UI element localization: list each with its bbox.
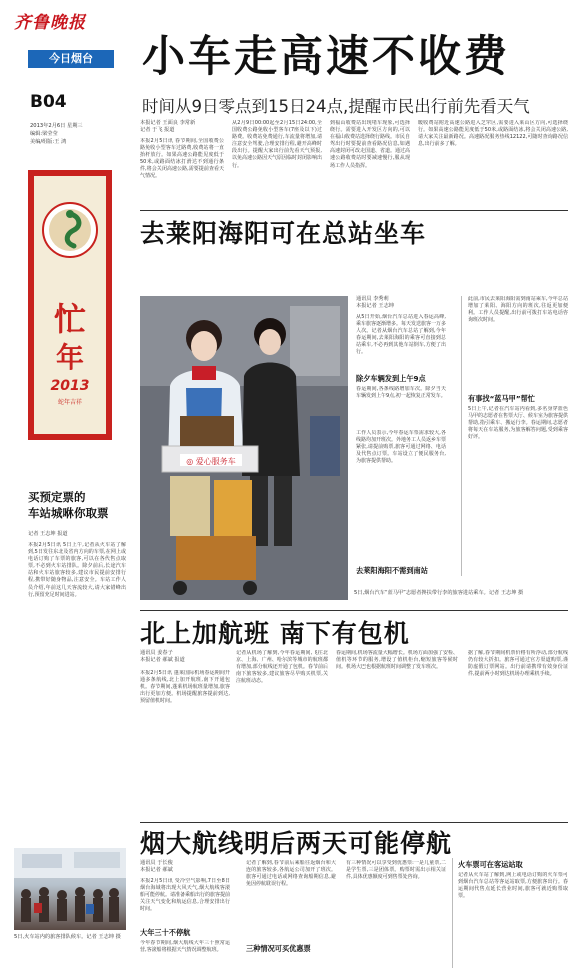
side-photo [14,848,126,930]
side-byline: 记者 王志坤 报道 [28,531,68,537]
lead-col-1: 本报2月5日讯 春节期间,全国收费公路免收小型客车过路费,收费站将一直抬杆放行。如果高速公路能见度低于50米,或路面结冰打滑达不到通行条件,将会关闭高速公路,需要提前查看天气情况。 [140,138,224,180]
page-number: B04 [30,92,67,112]
story2-subhead-2: 去莱阳海阳不需到南站 [356,566,428,575]
story2-byline [356,296,446,310]
lead-subhead: 时间从9日零点到15日24点,提醒市民出行前先看天气 [142,97,530,116]
story3-col-3: 春运期间,机场客流量大幅增长。机场方面加强了安检、值机等环节的服务,增设了值机柜台,缩短旅客等候时间。机场大巴也根据航班时间调整了发车班次。 [336,650,458,671]
story4-subhead-1: 大年三十不停航 [140,928,191,937]
lead-byline-intern: 记者 于飞 报道 [140,127,175,134]
story4-col-1: 本报2月5日讯 受冷空气影响,7日至8日烟台海域将出现大风天气,烟大航线客滚船可能停航。请准备乘船出行的旅客提前关注天气变化和航运信息,合理安排出行时间。 [140,878,230,913]
svg-text:◎ 爱心服务车: ◎ 爱心服务车 [186,457,236,466]
story2-photo [140,296,348,600]
side-headline [28,489,128,521]
lead-col-3: 到福山收费站出现堵车现象,可选择绕行。需要进入开发区方向的,可以在福山收费站选择绕行路线。市民自驾出行时要提前查看路况信息,如遇高速封闭可改走国道、省道。通过高速公路收费站时要减速慢行,服从现场工作人员指挥。 [330,120,410,169]
story4-subhead-2: 三种情况可买优惠票 [246,944,311,953]
story3-headline: 北上加航班 南下有包机 [140,619,410,648]
banner-subtitle: 蛇年吉祥 [57,399,82,406]
paper-logo [14,8,124,33]
lead-col-2: 从2月9日00:00起至2月15日24:00,全国收费公路免收小型客车(7座及以下)过路费。收费站免费通行,车流量将增加,请注意安全驾驶,合理安排行程,避开高峰时段出行。提醒大家出行前先看天气预报,以免高速公路因天气原因临时封闭影响出行。 [232,120,322,169]
story4-subhead-3: 火车票可在客运站取 [458,860,523,869]
banner-big-char: 忙 [53,300,86,338]
story2-byline-reporter: 通讯员 李秀莉 [356,296,389,302]
story2-col-4: 5日上午,记者在汽车站内看到,多名身穿蓝色马甲的志愿者在售票大厅、候车室为旅客提供帮助,指引乘车、搬运行李。春运期间,志愿者将每天在车站服务,为旅客解答问题,受到乘客好评。 [468,406,568,441]
story4-col-1b: 今年春节期间,烟大航线大年三十照常运营,客滚船将根据天气情况调整航班。 [140,940,230,954]
story4-col-3: 有三种情况可以享受到优惠票:一是儿童票,二是学生票,三是团体票。购票时需出示相关证件,具体优惠额度可到售票处咨询。 [346,860,446,881]
side-headline-line1: 买预定票的 [28,490,86,504]
lead-byline-reporter: 本报记者 王面良 李常新 [140,120,196,126]
side-body: 本报2月5日讯 5日上午,记者从火车站了解到,5日发往东北及省内方向的车票,在网上或电话订购了车票的旅客,可以在各代售点取票,不必到火车站排队。除夕前后,长途汽车站和火车站旅客较多,建议市民提前安排行程,携带好随身物品,注意安全。车站工作人员介绍,年前这几天客流较大,请大家错峰出行,预留充足时间进站。 [28,542,126,598]
story2-col-2: 工作人员表示,今年春运车票需求较大,各线路均加开班次。外地务工人员返乡车票紧张,请提前购票,旅客可通过网络、电话及代售点订票。车站设立了便民服务台,为旅客提供帮助。 [356,430,446,465]
story3-col-2: 记者从机场了解到,今年春运期间,飞往北京、上海、广州、哈尔滨等城市的航班都有增加,部分航线还开通了包机。春节前后南下旅客较多,建议旅客尽早购买机票,关注航班动态。 [236,650,328,685]
story4-col-4: 记者从火车站了解到,网上或电话订购的火车票可到烟台汽车总站等客运站取票,方便旅客出行。春运期间代售点延长营业时间,旅客可就近购票取票。 [458,872,568,900]
festival-banner [28,170,112,440]
story2-photo-caption: 5日,烟台汽车“蓝马甲”志愿者搀扶带行李的旅客进站乘车。记者 王志坤 摄 [354,590,524,596]
editor-credit: 编辑:梁莹莹 [30,131,58,137]
story4-byline-intern: 本报记者 郝斌 [140,867,173,874]
story3-col-4: 据了解,春节期间机票价格有所浮动,部分航线仍有较大折扣。旅客可通过官方渠道购票,谨防虚假订票网站。出行前请携带有效身份证件,提前两小时到达机场办理乘机手续。 [468,650,568,678]
story4-byline [140,860,230,874]
story3-byline-reporter: 通讯员 姜春子 [140,650,173,656]
lead-byline [140,120,226,134]
side-photo-caption: 5日,火车站内的旅客排队候车。记者 王志坤 摄 [14,934,121,940]
snake-emblem-icon [40,200,100,260]
lead-headline: 小车走高速不收费 [142,32,510,82]
banner-year: 2013 [50,378,90,394]
story2-col-3: 此前,市民去莱阳海阳需到南站乘车,今年总站增加了莱阳、海阳方向的班次,往返更加便利。工作人员提醒,出行前可拨打车站电话咨询班次时间。 [468,296,568,324]
issue-date: 2013年2月6日 星期三 [30,123,83,129]
story4-byline-reporter: 通讯员 于长俊 [140,860,173,866]
paper-name: 齐鲁晚报 [14,13,86,33]
story2-byline-intern: 本报记者 王志坤 [356,303,394,310]
story2-subhead-1: 除夕车辆发到上午9点 [356,374,426,383]
lead-col-4: 暖收费站附近高速公路进入芝罘区,需要进入莱山区方向,可选择绕行。如果高速公路能见度低于50米,或路面结冰,将会关闭高速公路,请大家关注最新路况。高速路况服务热线12122,可随时查询路况信息,出行前多了解。 [418,120,568,148]
story4-headline: 烟大航线明后两天可能停航 [140,829,453,858]
section-label: 今日烟台 [28,50,114,68]
side-headline-line2: 车站城咻你取票 [28,506,109,520]
banner-small-char: 年 [55,341,84,374]
story3-byline [140,650,230,664]
story3-col-1: 本报2月5日讯 蓬莱国际机场春运期间开通多条航线,北上加开航班,南下开通包机。春节期间,蓬莱机场航班量增加,旅客出行更加方便。机场提醒旅客提前到达,预留值机时间。 [140,670,230,705]
story2-col-1: 从5日开始,烟台汽车总站进入春运高峰,乘车旅客逐渐增多。每天发送旅客一万多人次。记者从烟台汽车总站了解到,今年春运期间,去莱阳海阳的乘客可直接到总站乘车,不必再到其他车站倒车,方便了出行。 [356,314,446,356]
story2-headline: 去莱阳海阳可在总站坐车 [140,219,427,248]
story2-subhead-3: 有事找“蓝马甲”帮忙 [468,394,535,403]
story3-byline-intern: 本报记者 郝斌 报道 [140,657,185,664]
story4-col-2: 记者了解到,春节前后乘船往返烟台和大连的旅客较多,各航运公司加开了班次。旅客可通过电话或网络查询船期信息,避免因停航耽误行程。 [246,860,336,888]
designer-credit: 美编/组版:王 鸿 [30,139,67,145]
story2-col-1b: 春运期间,各条线路增加车次。除夕当天车辆发到上午9点,初一起恢复正常发车。 [356,386,446,400]
